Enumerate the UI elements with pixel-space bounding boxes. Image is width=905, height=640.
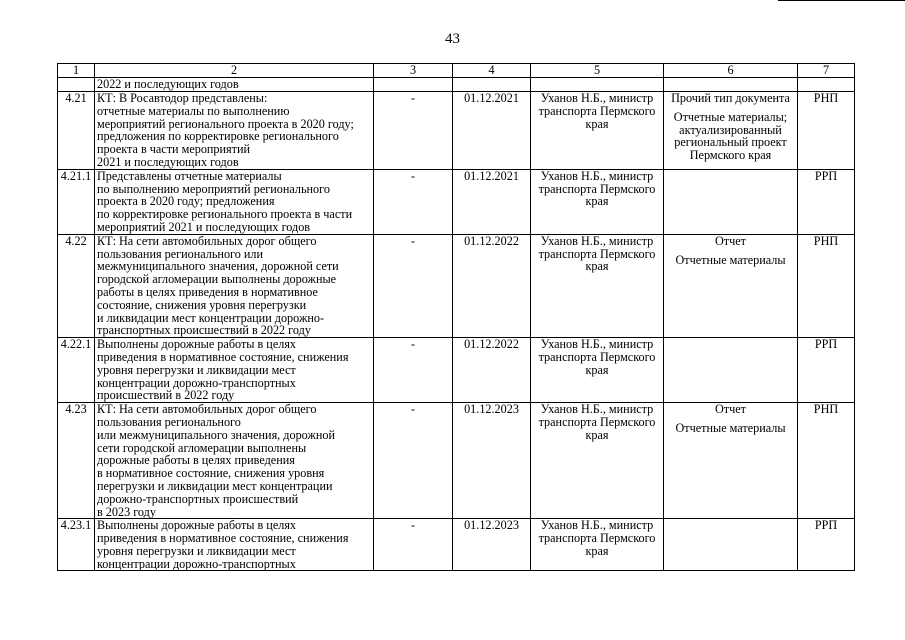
description-line: проекта в части мероприятий (97, 142, 251, 157)
header-col-4: 4 (453, 64, 531, 78)
responsible-line: транспорта Пермского (538, 103, 656, 118)
carry-cell-3 (374, 78, 453, 92)
header-col-3: 3 (374, 64, 453, 78)
table-row (58, 234, 855, 337)
row-col3-cell: - (374, 338, 453, 403)
row-date-cell: 01.12.2021 (453, 169, 531, 234)
row-date-cell: 01.12.2022 (453, 338, 531, 403)
description-line: в нормативное состояние, снижения уровня (97, 466, 325, 481)
row-number-cell: 4.21 (58, 92, 95, 170)
row-document-cell (664, 338, 798, 403)
table-row (58, 92, 855, 170)
row-level-cell: РНП (798, 403, 855, 519)
description-line: мероприятий 2021 и последующих годов (97, 219, 311, 234)
row-responsible-cell (531, 338, 664, 403)
description-line: Выполнены дорожные работы в целях (97, 337, 297, 352)
responsible-line: края (585, 362, 609, 377)
header-row (58, 64, 855, 78)
row-responsible-cell (531, 234, 664, 337)
carry-cell-5 (531, 78, 664, 92)
row-date-cell: 01.12.2023 (453, 403, 531, 519)
responsible-line: транспорта Пермского (538, 531, 656, 546)
header-col-5: 5 (531, 64, 664, 78)
header-col-2: 2 (95, 64, 374, 78)
row-number-cell: 4.22.1 (58, 338, 95, 403)
responsible-line: транспорта Пермского (538, 181, 656, 196)
row-description-cell (95, 519, 374, 571)
responsible-line: транспорта Пермского (538, 414, 656, 429)
description-line: 2021 и последующих годов (97, 154, 239, 169)
row-document-cell (664, 169, 798, 234)
document-type-line: Отчет (715, 402, 746, 417)
document-detail-line: Отчетные материалы (675, 420, 786, 435)
description-line: концентрации дорожно-транспортных (97, 556, 296, 571)
responsible-line: края (585, 543, 609, 558)
row-responsible-cell (531, 519, 664, 571)
row-number-cell: 4.21.1 (58, 169, 95, 234)
table-row (58, 403, 855, 519)
description-line: межмуниципального значения, дорожной сети (97, 259, 339, 274)
document-type-line: Отчет (715, 234, 746, 248)
description-line: приведения в нормативное состояние, снижения (97, 349, 349, 364)
row-number-cell: 4.22 (58, 234, 95, 337)
plan-table (57, 63, 855, 571)
row-responsible-cell (531, 92, 664, 170)
description-line: по корректировке регионального проекта в части (97, 207, 353, 222)
row-document-cell (664, 403, 798, 519)
row-level-cell: РНП (798, 92, 855, 170)
row-description-cell (95, 92, 374, 170)
document-detail-line: Отчетные материалы; (673, 109, 788, 124)
row-description-cell (95, 338, 374, 403)
document-detail-line: Отчетные материалы (675, 252, 786, 267)
responsible-line: края (585, 259, 609, 274)
carry-desc-cell: 2022 и последующих годов (95, 78, 374, 92)
description-line: уровня перегрузки и ликвидации мест (97, 362, 296, 377)
document-detail-line: Пермского края (689, 148, 772, 163)
row-col3-cell: - (374, 92, 453, 170)
row-date-cell: 01.12.2023 (453, 519, 531, 571)
row-description-cell (95, 169, 374, 234)
responsible-line: транспорта Пермского (538, 246, 656, 261)
row-responsible-cell (531, 403, 664, 519)
row-level-cell: РНП (798, 234, 855, 337)
header-col-6: 6 (664, 64, 798, 78)
description-line: отчетные материалы по выполнению (97, 103, 290, 118)
row-date-cell: 01.12.2021 (453, 92, 531, 170)
description-line: в 2023 году (97, 504, 156, 519)
description-line: сети городской агломерации выполнены (97, 440, 307, 455)
row-description-cell (95, 403, 374, 519)
row-level-cell: РРП (798, 169, 855, 234)
description-line: концентрации дорожно-транспортных (97, 375, 296, 390)
description-line: Представлены отчетные материалы (97, 169, 282, 183)
description-line: городской агломерации выполнены дорожные (97, 272, 337, 287)
document-detail-line: региональный проект (674, 135, 787, 150)
row-col3-cell: - (374, 234, 453, 337)
row-responsible-cell (531, 169, 664, 234)
responsible-line: Уханов Н.Б., министр (540, 91, 654, 105)
row-document-cell (664, 92, 798, 170)
table-row (58, 519, 855, 571)
description-line: пользования регионального (97, 414, 241, 429)
description-line: уровня перегрузки и ликвидации мест (97, 543, 296, 558)
carry-cell-7 (798, 78, 855, 92)
responsible-line: края (585, 427, 609, 442)
responsible-line: Уханов Н.Б., министр (540, 169, 654, 183)
description-line: транспортных происшествий в 2022 году (97, 323, 311, 338)
header-col-7: 7 (798, 64, 855, 78)
row-level-cell: РРП (798, 338, 855, 403)
row-document-cell (664, 519, 798, 571)
responsible-line: транспорта Пермского (538, 349, 656, 364)
table-row (58, 169, 855, 234)
responsible-line: Уханов Н.Б., министр (540, 337, 654, 352)
carry-over-row (58, 78, 855, 92)
row-number-cell: 4.23 (58, 403, 95, 519)
row-date-cell: 01.12.2022 (453, 234, 531, 337)
description-line: дорожные работы в целях приведения (97, 453, 295, 468)
description-line: и ликвидации мест концентрации дорожно- (97, 310, 325, 325)
description-line: по выполнению мероприятий регионального (97, 181, 330, 196)
carry-cell-6 (664, 78, 798, 92)
row-document-cell (664, 234, 798, 337)
row-col3-cell: - (374, 519, 453, 571)
document-detail-line: актуализированный (679, 122, 782, 137)
responsible-line: края (585, 116, 609, 131)
responsible-line: Уханов Н.Б., министр (540, 402, 654, 417)
responsible-line: Уханов Н.Б., министр (540, 234, 654, 248)
carry-cell-4 (453, 78, 531, 92)
description-line: пользования регионального или (97, 246, 264, 261)
page-number: 43 (445, 31, 460, 47)
row-description-cell (95, 234, 374, 337)
top-edge-line (778, 0, 905, 2)
responsible-line: края (585, 194, 609, 209)
row-level-cell: РРП (798, 519, 855, 571)
description-line: состояние, снижения уровня перегрузки (97, 297, 307, 312)
description-line: дорожно-транспортных происшествий (97, 491, 299, 506)
row-col3-cell: - (374, 169, 453, 234)
description-line: перегрузки и ликвидации мест концентрации (97, 478, 333, 493)
description-line: или межмуниципального значения, дорожной (97, 427, 336, 442)
row-col3-cell: - (374, 403, 453, 519)
row-number-cell: 4.23.1 (58, 519, 95, 571)
description-line: мероприятий регионального проекта в 2020 году; (97, 116, 354, 131)
description-line: работы в целях приведения в нормативное (97, 284, 318, 299)
description-line: Выполнены дорожные работы в целях (97, 518, 297, 533)
document-type-line: Прочий тип документа (671, 91, 790, 105)
table-row (58, 338, 855, 403)
description-line: КТ: На сети автомобильных дорог общего (97, 402, 317, 417)
description-line: приведения в нормативное состояние, снижения (97, 531, 349, 546)
description-line: КТ: На сети автомобильных дорог общего (97, 234, 317, 248)
description-line: предложения по корректировке регионального (97, 129, 339, 144)
description-line: происшествий в 2022 году (97, 388, 235, 403)
description-line: КТ: В Росавтодор представлены: (97, 91, 268, 105)
header-col-1: 1 (58, 64, 95, 78)
responsible-line: Уханов Н.Б., министр (540, 518, 654, 533)
description-line: проекта в 2020 году; предложения (97, 194, 275, 209)
carry-num-cell (58, 78, 95, 92)
